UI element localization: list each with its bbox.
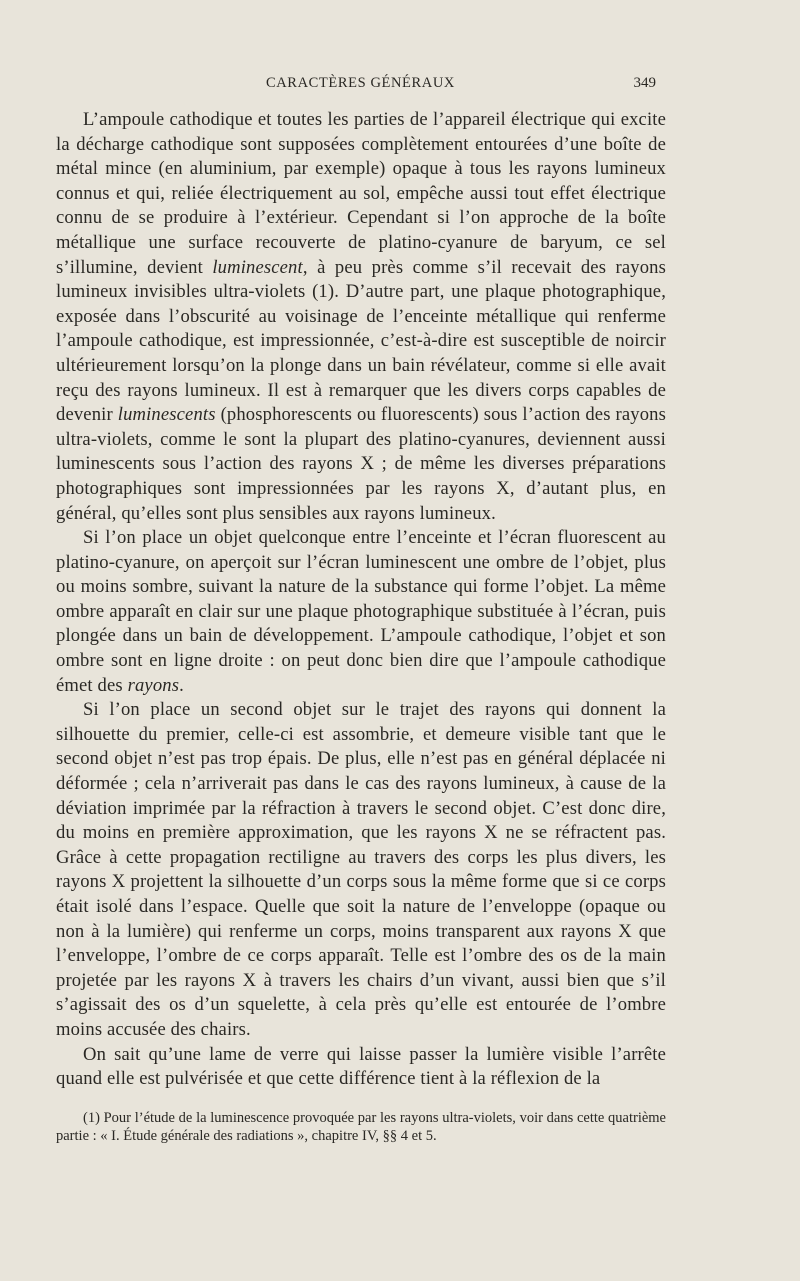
paragraph-1-part-a: L’ampoule cathodique et toutes les parties de l’appareil électrique qui excite la décharge cathodique sont supposées complètement entourées d’une boîte de métal mince (en aluminium, par exemple) opaque à tous les rayons lumineux connus et qui, reliée électriquement au sol, empêche aussi tout effet électrique connu de se produire à l’extérieur. Cependant si l’on approche de la boîte métallique une surface recouverte de platino-cyanure de baryum, ce sel s’illumine, devient — [56, 109, 666, 278]
footnote — [56, 1109, 666, 1145]
paragraph-1-part-b: , à peu près comme s’il recevait des rayons lumineux invisibles ultra-violets (1). D’autre part, une plaque photographique, exposée dans l’obscurité au voisinage de l’enceinte métallique qui renferme l’ampoule cathodique, est impressionnée, c’est-à-dire est susceptible de noircir ultérieurement lorsqu’on la plonge dans un bain révélateur, comme si elle avait reçu des rayons lumineux. Il est à remarquer que les divers corps capables de devenir — [56, 256, 666, 426]
paragraph-1-italic-2: luminescents — [117, 404, 216, 426]
paragraph-2-italic: rayons — [127, 674, 180, 696]
paragraph-1-italic-1: luminescent — [212, 256, 303, 278]
paragraph-1-part-c: (phosphorescents ou fluorescents) sous l’action des rayons ultra-violets, comme le sont la plupart des platino-cyanures, deviennent aussi luminescents sous l’action des rayons X ; de même les diverses préparations photographiques sont impressionnées par les rayons X, d’autant plus, en général, qu’elles sont plus sensibles aux rayons lumineux. — [56, 404, 666, 524]
main-text — [56, 108, 666, 1092]
paragraph-1 — [56, 108, 666, 526]
page-number: 349 — [633, 75, 656, 91]
paragraph-3: Si l’on place un second objet sur le trajet des rayons qui donnent la silhouette du premier, celle-ci est assombrie, et demeure visible tant que le second objet n’est pas trop épais. De plus, elle n’est pas en général déplacée ni déformée ; cela n’arriverait pas dans le cas des rayons lumineux, à cause de la déviation imprimée par la réfraction à travers le second objet. C’est donc dire, du moins en première approximation, que les rayons X ne se réfractent pas. Grâce à cette propagation rectiligne au travers des corps les plus divers, les rayons X projettent la silhouette d’un corps sous la même forme que si ce corps était isolé dans l’espace. Quelle que soit la nature de l’enveloppe (opaque ou non à la lumière) qui renferme un corps, moins transparent aux rayons X que l’enveloppe, l’ombre de ce corps apparaît. Telle est l’ombre des os de la main projetée par les rayons X à travers les chairs d’un vivant, aussi bien que s’il s’agissait des os d’un squelette, à cela près qu’elle est entourée de l’ombre moins accusée des chairs. — [56, 699, 666, 1040]
page-header — [62, 73, 659, 95]
paragraph-4: On sait qu’une lame de verre qui laisse passer la lumière visible l’arrête quand elle est pulvérisée et que cette différence tient à la réflexion de la — [56, 1043, 666, 1090]
footnote-text: (1) Pour l’étude de la luminescence provoquée par les rayons ultra-violets, voir dans cette quatrième partie : « I. Étude générale des radiations », chapitre IV, §§ 4 et 5. — [56, 1110, 666, 1144]
paragraph-2-part-a: Si l’on place un objet quelconque entre l’enceinte et l’écran fluorescent au platino-cyanure, on aperçoit sur l’écran luminescent une ombre de l’objet, plus ou moins sombre, suivant la nature de la substance qui forme l’objet. La même ombre apparaît en clair sur une plaque photographique substituée à l’écran, puis plongée dans un bain de développement. L’ampoule cathodique, l’objet et son ombre sont en ligne droite : on peut donc bien dire que l’ampoule cathodique émet des — [56, 527, 666, 696]
paragraph-2 — [56, 526, 666, 698]
paragraph-2-part-b: . — [179, 674, 184, 696]
running-title: CARACTÈRES GÉNÉRAUX — [265, 75, 456, 91]
